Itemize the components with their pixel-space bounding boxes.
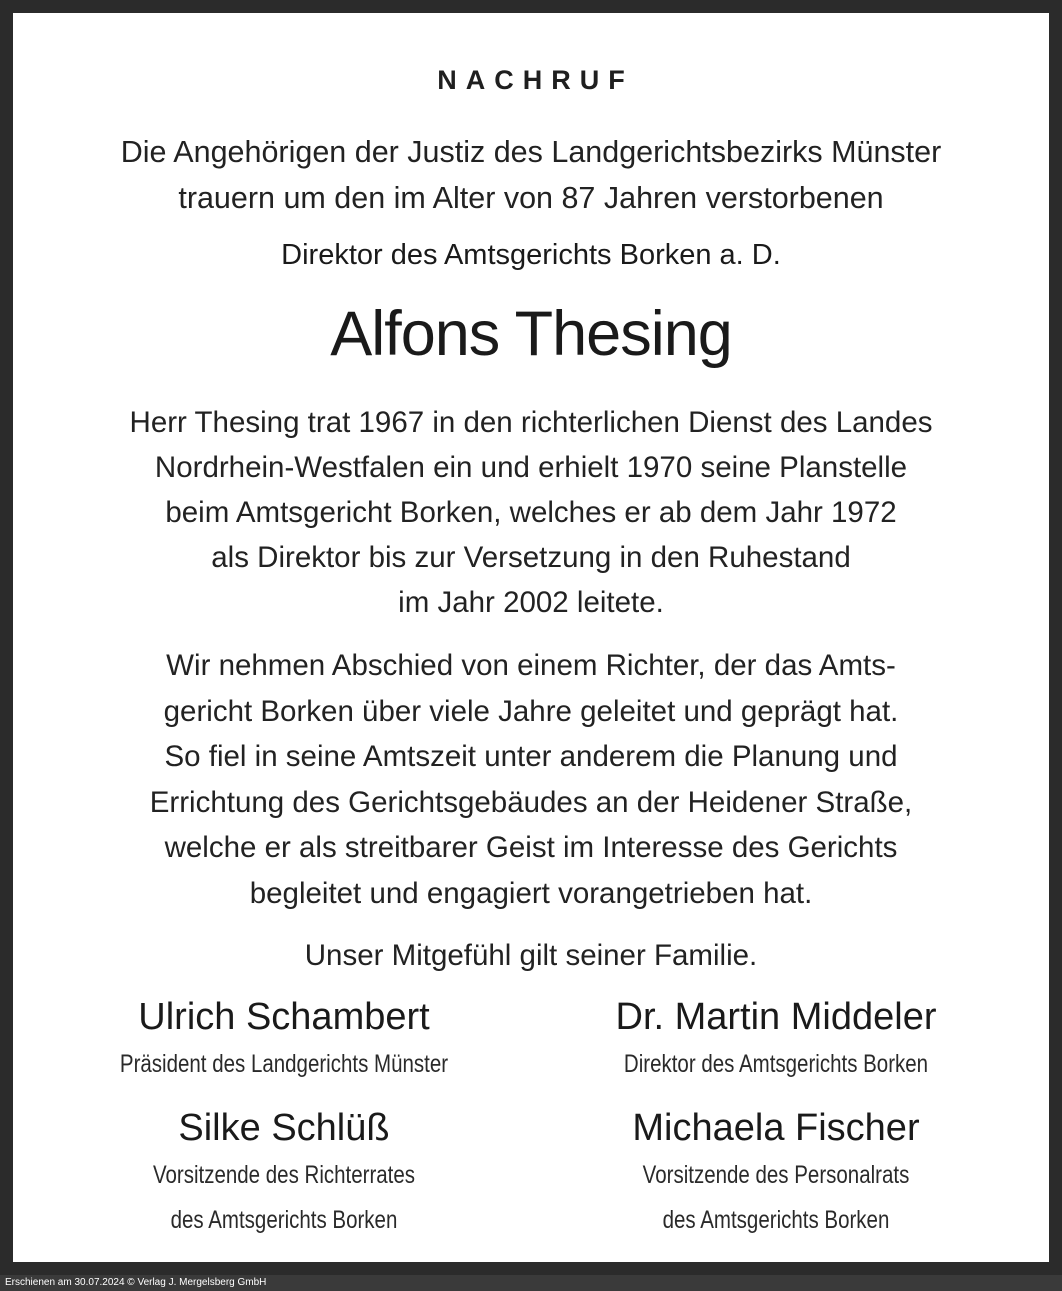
signatory-block [546,1103,1006,1243]
paragraph-line: Nordrhein-Westfalen ein und erhielt 1970 seine Planstelle [154,451,908,484]
paragraph-line: gericht Borken über viele Jahre geleitet und geprägt hat. [163,694,899,728]
paragraph-line: Errichtung des Gerichtsgebäudes an der Heidener Straße, [149,785,913,819]
signatory-title: Direktor des Amtsgerichts Borken [623,1050,929,1078]
signatory-block [54,1103,514,1243]
paragraph-line: welche er als streitbarer Geist im Interesse des Gerichts [164,831,898,864]
signatory-title: Vorsitzende des Personalrats [642,1161,910,1189]
signatory-title: Vorsitzende des Richterrates [152,1161,416,1189]
signatory-name: Michaela Fischer [632,1107,920,1149]
paragraph-line: Wir nehmen Abschied von einem Richter, der das Amts- [166,649,896,682]
paragraph-line: beim Amtsgericht Borken, welches er ab dem Jahr 1972 [165,496,897,529]
deceased-title: Direktor des Amtsgerichts Borken a. D. [281,239,781,271]
obituary-heading: NACHRUF [437,65,634,95]
intro-line: Die Angehörigen der Justiz des Landgerichtsbezirks Münster [120,135,942,169]
deceased-name: Alfons Thesing [330,299,732,369]
intro-line: trauern um den im Alter von 87 Jahren verstorbenen [178,181,884,215]
signatory-name: Ulrich Schambert [138,996,430,1038]
intro-text [26,129,1036,221]
paragraph-line: als Direktor bis zur Versetzung in den Ruhestand [211,541,851,574]
paragraph-line: So fiel in seine Amtszeit unter anderem die Planung und [164,740,898,773]
signatory-title: des Amtsgerichts Borken [170,1206,398,1234]
signatory-title: des Amtsgerichts Borken [662,1206,890,1234]
sympathy-line: Unser Mitgefühl gilt seiner Familie. [304,939,758,972]
signatory-name: Dr. Martin Middeler [615,996,937,1038]
paragraph-line: Herr Thesing trat 1967 in den richterlichen Dienst des Landes [129,406,933,439]
paragraph-line: begleitet und engagiert vorangetrieben hat. [249,876,813,910]
signatory-name: Silke Schlüß [178,1107,390,1149]
farewell-paragraph [26,643,1036,916]
signatory-block [546,992,1006,1087]
signatory-block [54,992,514,1087]
publication-footer: Erschienen am 30.07.2024 © Verlag J. Mergelsberg GmbH [0,1275,1062,1291]
paragraph-line: im Jahr 2002 leitete. [398,586,664,619]
signatory-title: Präsident des Landgerichts Münster [119,1050,449,1078]
career-paragraph [26,400,1036,625]
